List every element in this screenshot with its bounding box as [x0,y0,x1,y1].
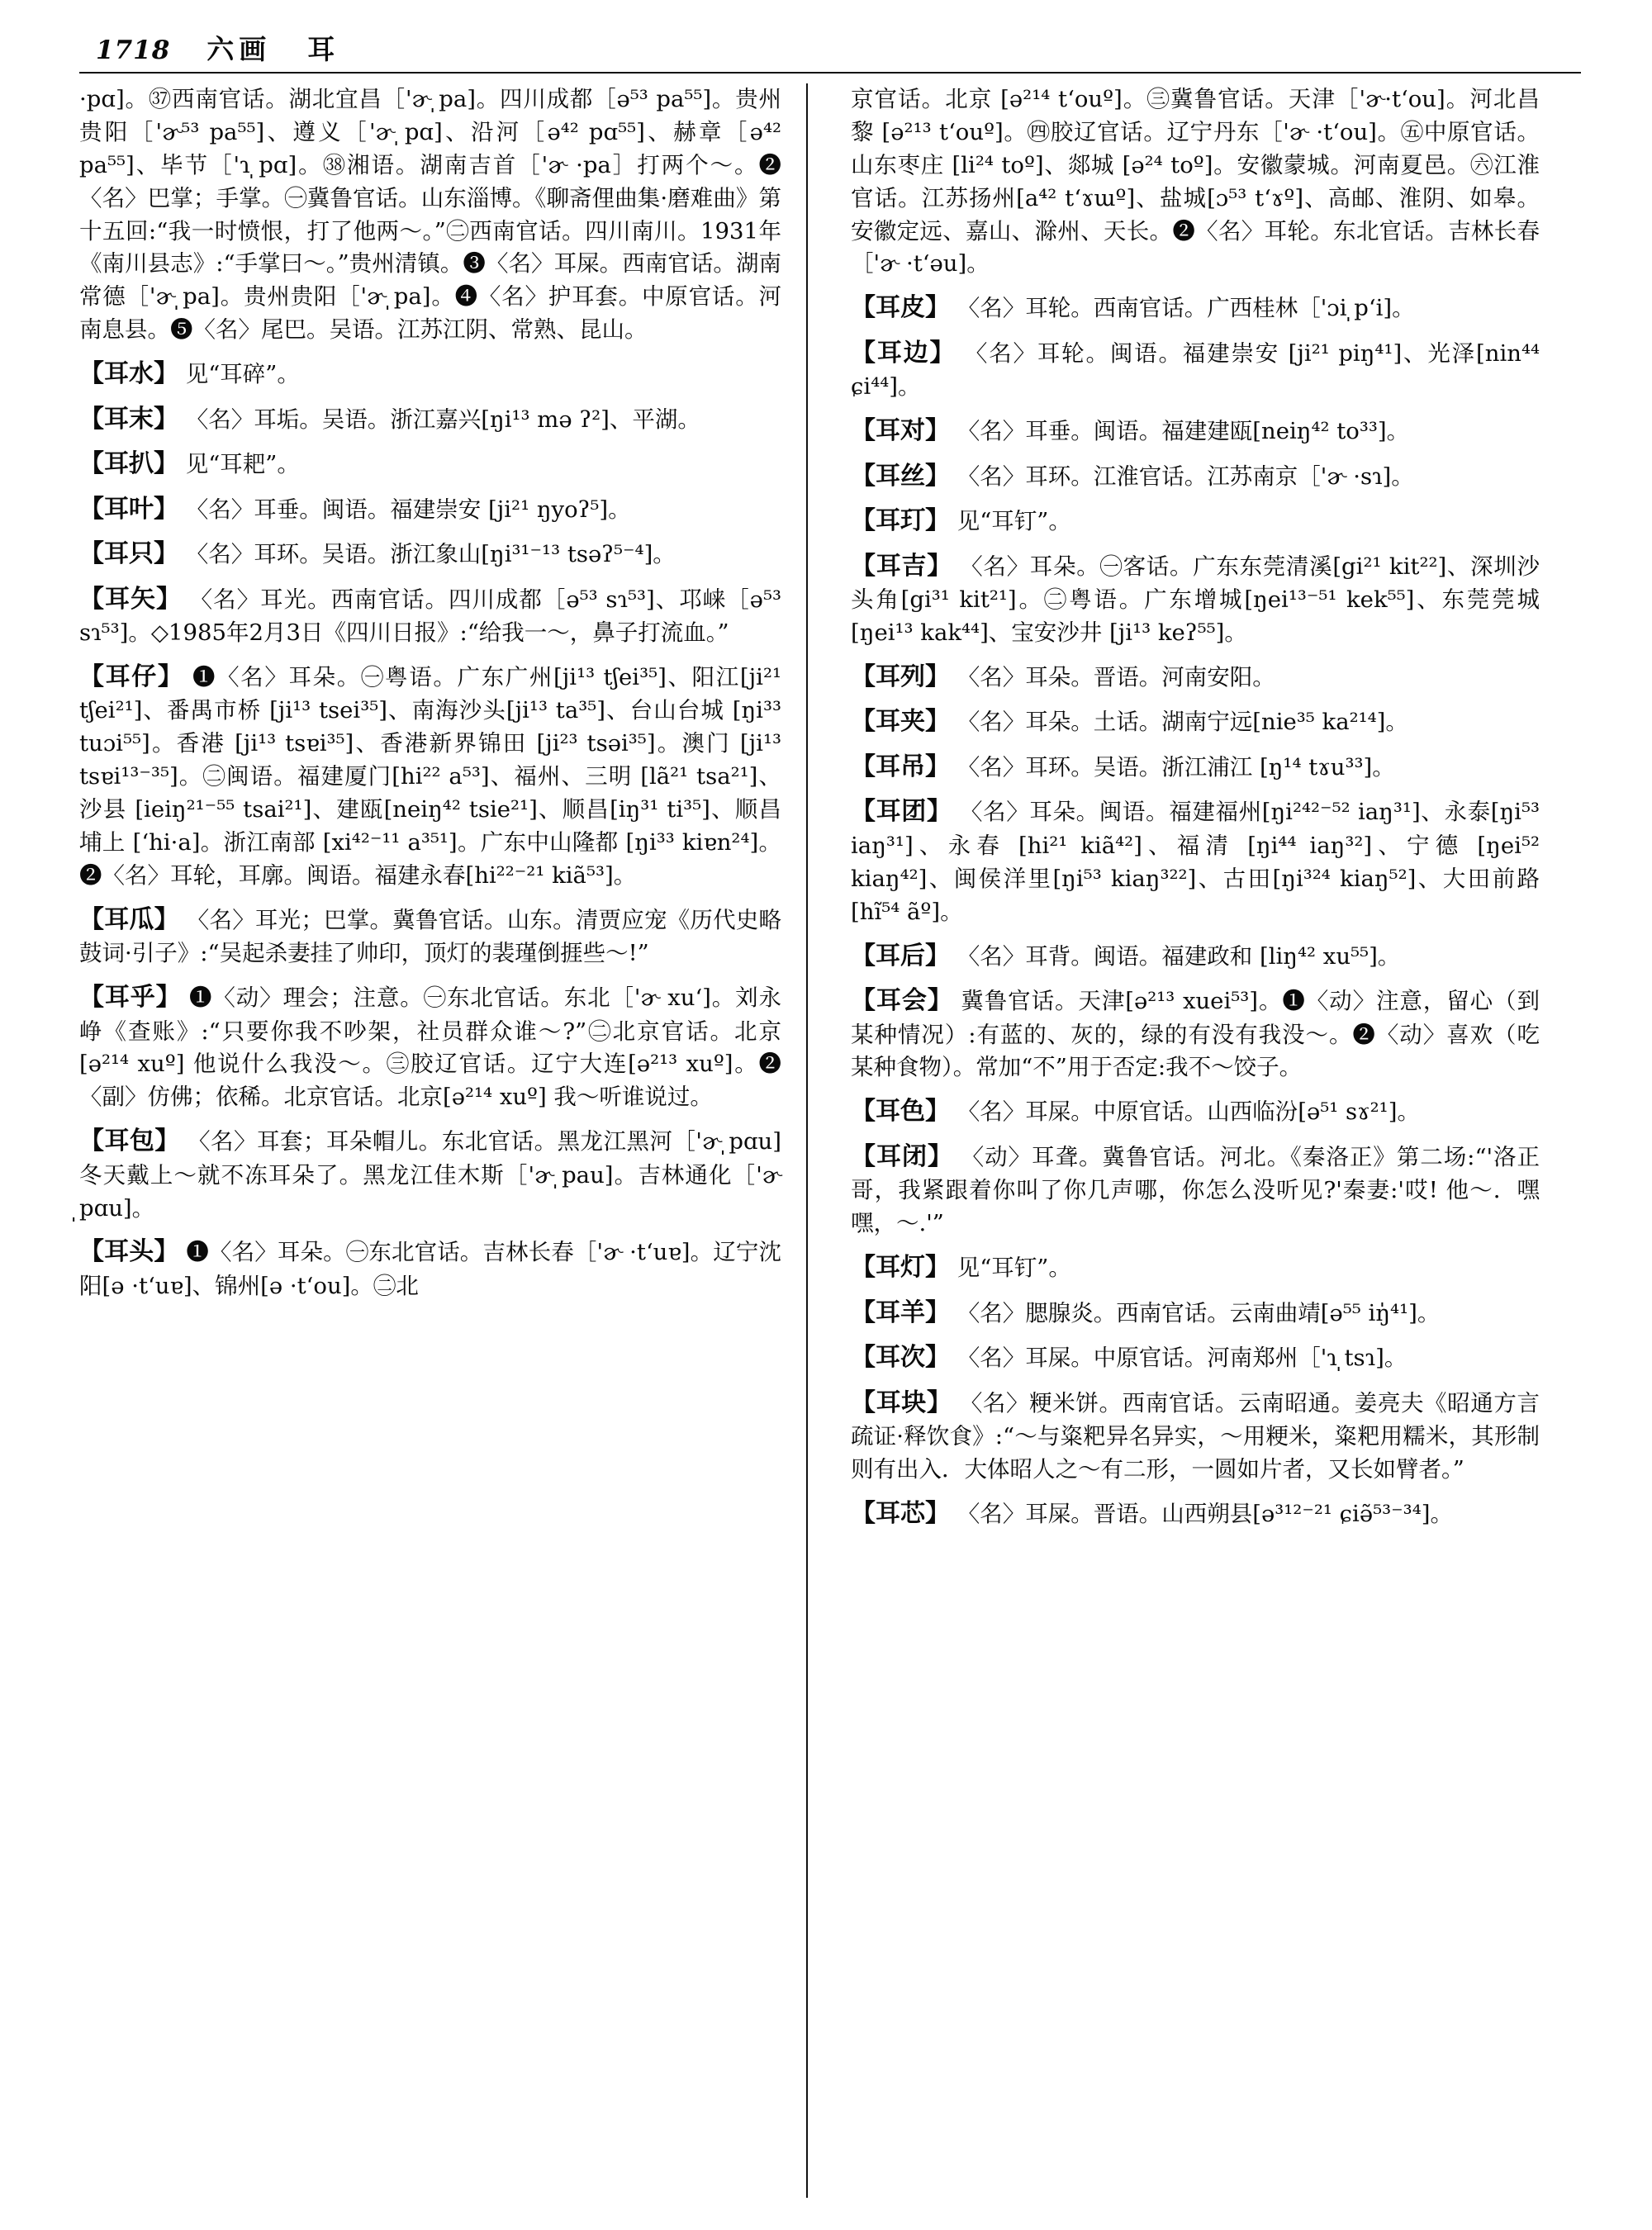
dictionary-entry [79,902,781,970]
entry-headword: 【耳水】 [79,359,178,388]
entry-body: 〈动〉耳聋。冀鲁官话。河北。《秦洛正》第二场:“'洛正哥，我紧跟着你叫了你几声哪，你怎么没听见?'秦妻:'哎! 他～．嘿嘿，～.'” [851,1143,1540,1237]
entry-body: 〈名〉耳垢。吴语。浙江嘉兴[ŋi¹³ mə ʔ²]、平湖。 [185,406,700,433]
entry-body: 见“耳钉”。 [957,1255,1071,1281]
entry-headword: 【耳丝】 [851,461,950,491]
radical-label: 六画 [206,33,272,65]
dictionary-entry [851,1385,1540,1487]
entry-body: 〈名〉耳光；巴掌。冀鲁官话。山东。清贾应宠《历代史略鼓词·引子》:“吴起杀妻挂了帅印，顶灯的裴瑾倒捱些～!” [79,906,782,967]
entry-body: 〈名〉耳朵。㊀客话。广东东莞清溪[gi²¹ kit²²]、深圳沙头角[gi³¹ kit²¹]。㊁粤语。广东增城[ŋei¹³⁻⁵¹ kek⁵⁵]、东莞莞城[ŋei¹³ kak⁴⁴]、宝安沙井 [ji¹³ keʔ⁵⁵]。 [851,553,1540,646]
entry-headword: 【耳对】 [851,416,950,446]
entry-body: 〈名〉耳环。江淮官话。江苏南京［'ɚ ·sɿ]。 [957,463,1414,490]
entry-headword: 【耳瓜】 [79,904,179,934]
entry-body: 〈名〉耳垂。闽语。福建建瓯[neiŋ⁴² to³³]。 [957,418,1410,445]
entry-body: 〈名〉耳朵。晋语。河南安阳。 [957,663,1275,690]
dictionary-entry [851,1250,1540,1286]
entry-headword: 【耳包】 [79,1127,180,1156]
entry-headword: 【耳次】 [851,1343,950,1372]
dictionary-entry [851,458,1540,495]
page-header [79,28,1581,67]
entry-headword: 【耳会】 [851,986,953,1015]
entry-body: ❶〈名〉耳朵。㊀东北官话。吉林长春［'ɚ ·tʻuɐ]。辽宁沈阳[ə ·tʻuɐ]、锦州[ə ·tʻou]。㊁北 [79,1239,782,1299]
entry-body: 〈名〉耳轮。闽语。福建崇安 [ji²¹ piŋ⁴¹]、光泽[nin⁴⁴ ɕi⁴⁴]。 [851,339,1540,401]
dictionary-entry [851,704,1540,740]
entry-headword: 【耳吉】 [851,551,952,581]
entry-headword: 【耳后】 [851,941,950,970]
entry-headword: 【耳矢】 [79,584,182,614]
dictionary-entry [79,446,781,482]
page-number: 1718 [96,36,171,65]
entry-headword: 【耳玎】 [851,506,950,536]
dictionary-entry [851,983,1540,1084]
dictionary-entry [79,1234,781,1302]
entry-body: ❶〈动〉理会；注意。㊀东北官话。东北［'ɚ xuʻ]。刘永峥《查账》:“只要你我不吵架，社员群众谁～?”㊁北京官话。北京 [ə²¹⁴ xuº] 他说什么我没～。㊂胶辽官话。辽宁大连[ə²¹³ xuº]。❷〈副〉仿佛；依稀。北京官话。北京[ə²¹⁴ xuº] 我～听谁说过。 [79,985,781,1111]
page-columns [79,83,1581,2202]
dictionary-entry [851,749,1540,785]
dictionary-entry [79,980,781,1114]
dictionary-entry [79,356,781,392]
entry-body: 见“耳钉”。 [957,508,1071,535]
entry-continuation: 京官话。北京 [ə²¹⁴ tʻouº]。㊂冀鲁官话。天津［'ɚ·tʻou]。河北昌黎 [ə²¹³ tʻouº]。㊃胶辽官话。辽宁丹东［'ɚ ·tʻou]。㊄中原官话。山东枣庄 [li²⁴ toº]、郯城 [ə²⁴ toº]。安徽蒙城。河南夏邑。㊅江淮官话。江苏扬州[a⁴² tʻɤɯº]、盐城[ɔ⁵³ tʻɤº]、高邮、淮阴、如皋。安徽定远、嘉山、滁州、天长。❷〈名〉耳轮。东北官话。吉林长春［'ɚ ·tʻəu]。 [851,86,1540,278]
entry-body: 〈名〉耳轮。西南官话。广西桂林［'ɔi ̩pʻi]。 [957,295,1415,322]
dictionary-entry [79,1123,781,1225]
entry-body: 〈名〉耳套；耳朵帽儿。东北官话。黑龙江黑河［'ɚ ̩pɑu] 冬天戴上～就不冻耳朵了。黑龙江佳木斯［'ɚ ̩pau]。吉林通化［'ɚ ̩pɑu]。 [79,1128,781,1222]
entry-body: 〈名〉粳米饼。西南官话。云南昭通。姜亮夫《昭通方言疏证·释饮食》:“～与粢粑异名异实，～用粳米，粢粑用糯米，其形制则有出入．大体昭人之～有二形，一圆如片者，又长如臂者。” [851,1389,1540,1483]
dictionary-entry [851,503,1540,539]
entry-headword: 【耳皮】 [851,293,950,323]
entry-body: 〈名〉耳朵。闽语。福建福州[ŋi²⁴²⁻⁵² iaŋ³¹]、永泰[ŋi⁵³ iaŋ³¹]、永春 [hi²¹ kiã⁴²]、福清 [ŋi⁴⁴ iaŋ³²]、宁德 [ŋei⁵² kiaŋ⁴²]、闽侯洋里[ŋi⁵³ kiaŋ³²²]、古田[ŋi³²⁴ kiaŋ⁵²]、大田前路 [hĩ⁵⁴ ãº]。 [851,799,1540,925]
dictionary-entry [79,401,781,438]
entry-body: 见“耳耙”。 [185,451,300,477]
dictionary-entry [851,413,1540,449]
dictionary-entry [851,659,1540,695]
entry-headword: 【耳头】 [79,1237,179,1267]
right-column [813,83,1540,2202]
dictionary-entry [851,1496,1540,1532]
entry-body: 冀鲁官话。天津[ə²¹³ xuei⁵³]。❶〈动〉注意，留心（到某种情况）:有蓝的、灰的，绿的有没有我没～。❷〈动〉喜欢（吃某种食物）。常加“不”用于否定:我不～饺子。 [851,988,1540,1081]
entry-headword: 【耳夹】 [851,707,950,737]
dictionary-entry [79,491,781,528]
entry-body: 〈名〉耳环。吴语。浙江象山[ŋi³¹⁻¹³ tsəʔ⁵⁻⁴]。 [185,541,676,567]
entry-headword: 【耳末】 [79,404,178,434]
entry-headword: 【耳块】 [851,1388,952,1417]
entry-headword: 【耳色】 [851,1097,950,1127]
entry-headword: 【耳叶】 [79,494,178,524]
entry-body: 〈名〉耳光。西南官话。四川成都［ə⁵³ sɿ⁵³]、邛崃［ə⁵³ sɿ⁵³]。◇1985年2月3日《四川日报》:“给我一～，鼻子打流血。” [79,586,781,646]
entry-body: 〈名〉腮腺炎。西南官话。云南曲靖[ə⁵⁵ iŋ̍⁴¹]。 [957,1299,1441,1326]
entry-body: 〈名〉耳屎。晋语。山西朔县[ə³¹²⁻²¹ ɕiə̃⁵³⁻³⁴]。 [957,1500,1453,1527]
entry-body: 〈名〉耳屎。中原官话。山西临汾[ə⁵¹ sɤ²¹]。 [957,1098,1420,1126]
entry-body: 〈名〉耳屎。中原官话。河南郑州［'ɿ ̩tsɿ]。 [957,1345,1408,1371]
dictionary-entry [79,659,781,893]
dictionary-entry [851,938,1540,975]
dictionary-entry [79,536,781,572]
entry-headword: 【耳扒】 [79,449,178,478]
entry-headword: 【耳芯】 [851,1498,950,1528]
dictionary-entry [851,794,1540,928]
dictionary-entry [851,1340,1540,1376]
entry-continuation: ·pɑ]。㊲西南官话。湖北宜昌［'ɚ ̩pa]。四川成都［ə⁵³ pa⁵⁵]。贵州贵阳［'ɚ⁵³ pa⁵⁵]、遵义［'ɚ ̩pɑ]、沿河［ə⁴² pɑ⁵⁵]、赫章［ə⁴² pa⁵⁵]、毕节［'ɿ ̩pɑ]。㊳湘语。湖南吉首［'ɚ ·pa］打两个～。❷〈名〉巴掌；手掌。㊀冀鲁官话。山东淄博。《聊斋俚曲集·磨难曲》第十五回:“我一时愤恨，打了他两～。”㊁西南官话。四川南川。1931年《南川县志》:“手掌曰～。”贵州清镇。❸〈名〉耳屎。西南官话。湖南常德［'ɚ ̩pa]。贵州贵阳［'ɚ ̩pa]。❹〈名〉护耳套。中原官话。河南息县。❺〈名〉尾巴。吴语。江苏江阴、常熟、昆山。 [79,86,781,344]
left-column [79,83,806,2202]
dictionary-entry [851,1094,1540,1130]
header-character: 耳 [307,33,339,65]
entry-headword: 【耳团】 [851,797,952,827]
header-rule [79,72,1581,74]
entry-body: 见“耳碎”。 [185,361,300,387]
dictionary-entry [79,581,781,650]
entry-body: 〈名〉耳朵。土话。湖南宁远[nie³⁵ ka²¹⁴]。 [957,709,1408,736]
column-divider [806,83,808,2198]
entry-body: 〈名〉耳背。闽语。福建政和 [liŋ⁴² xu⁵⁵]。 [957,942,1401,970]
entry-headword: 【耳吊】 [851,752,950,781]
dictionary-entry [851,290,1540,326]
entry-headword: 【耳乎】 [79,983,182,1012]
entry-headword: 【耳只】 [79,539,178,568]
dictionary-entry [851,335,1540,404]
entry-headword: 【耳仔】 [79,662,184,691]
entry-body: 〈名〉耳环。吴语。浙江浦江 [ŋ¹⁴ tɤu³³]。 [957,753,1395,780]
dictionary-entry [851,1295,1540,1331]
entry-body: ❶〈名〉耳朵。㊀粤语。广东广州[ji¹³ tʃei³⁵]、阳江[ji²¹ tʃei²¹]、番禺市桥 [ji¹³ tsei³⁵]、南海沙头[ji¹³ ta³⁵]、台山台城 [ŋi³³ tuɔi⁵⁵]。香港 [ji¹³ tsɐi³⁵]、香港新界锦田 [ji²³ tsəi³⁵]。澳门 [ji¹³ tsɐi¹³⁻³⁵]。㊁闽语。福建厦门[hi²² a⁵³]、福州、三明 [lã²¹ tsa²¹]、沙县 [ieiŋ²¹⁻⁵⁵ tsai²¹]、建瓯[neiŋ⁴² tsie²¹]、顺昌[iŋ³¹ ti³⁵]、顺昌埔上 [ʻhi·a]。浙江南部 [xi⁴²⁻¹¹ a³⁵¹]。广东中山隆都 [ŋi³³ kiɐn²⁴]。❷〈名〉耳轮，耳廓。闽语。福建永春[hi²²⁻²¹ kiã⁵³]。 [79,663,782,889]
entry-headword: 【耳闭】 [851,1141,953,1171]
dictionary-entry [851,1139,1540,1241]
entry-headword: 【耳列】 [851,662,950,691]
dictionary-entry [851,548,1540,650]
entry-headword: 【耳羊】 [851,1298,950,1327]
entry-headword: 【耳边】 [851,338,957,368]
entry-headword: 【耳灯】 [851,1253,950,1282]
entry-body: 〈名〉耳垂。闽语。福建崇安 [ji²¹ ŋyoʔ⁵]。 [185,496,631,523]
